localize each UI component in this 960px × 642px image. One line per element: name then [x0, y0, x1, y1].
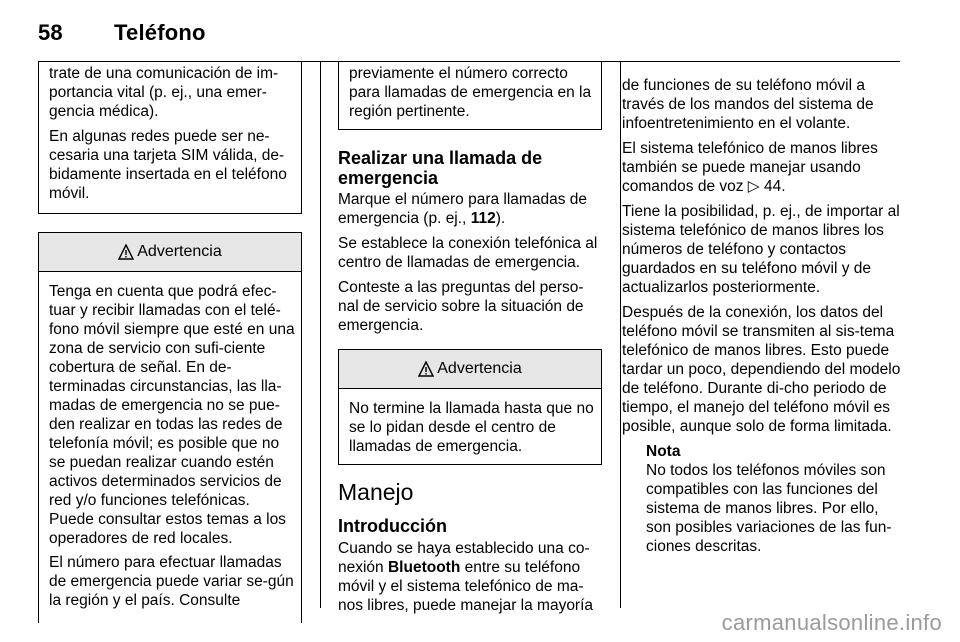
paragraph: En algunas redes puede ser ne-cesaria una tarjeta SIM válida, de-bidamente insertada en el teléfono móvil. — [49, 128, 287, 202]
warning-icon — [418, 361, 434, 377]
paragraph: Se establece la conexión telefónica al centro de llamadas de emergencia. — [338, 235, 598, 271]
column-3 — [622, 76, 902, 562]
page-header — [38, 20, 206, 46]
page-reference[interactable]: 44. — [764, 178, 786, 195]
continued-box — [338, 62, 602, 130]
column-divider — [320, 62, 321, 608]
note-block — [622, 442, 902, 556]
section-heading: Realizar una llamada de emergencia — [338, 148, 543, 188]
note-title: Nota — [646, 443, 681, 460]
paragraph: El sistema telefónico de manos libres también se puede manejar usando comandos de voz ▷ 44. — [622, 140, 878, 195]
warning-icon — [118, 244, 134, 260]
column-1 — [38, 65, 302, 623]
warning-title: Advertencia — [437, 360, 522, 377]
page-title: Teléfono — [114, 20, 206, 45]
paragraph: trate de una comunicación de im-portancia vital (p. ej., una emer-gencia médica). — [49, 65, 279, 120]
warning-body — [39, 272, 301, 623]
note-text: No todos los teléfonos móviles son compatibles con las funciones del sistema de manos libres. Por ello, son posibles variaciones de las fun-ciones descritas. — [646, 462, 892, 555]
paragraph: Tenga en cuenta que podrá efec-tuar y recibir llamadas con el telé-fono móvil siempre que esté en una zona de servicio con sufi-ciente cobertura de señal. En de-terminadas circunstancias, las lla-madas de emergencia no se pue-den realizar en todas las redes de telefonía móvil; es posible que no se puedan realizar cuando estén activos determinados servicios de red y/o funciones telefónicas. Puede consultar estos temas a los operadores de red locales. — [49, 283, 295, 547]
subsection-heading: Introducción — [338, 516, 447, 536]
column-divider — [620, 62, 621, 608]
paragraph: de funciones de su teléfono móvil a través de los mandos del sistema de infoentretenimiento en el volante. — [622, 77, 874, 132]
paragraph: Marque el número para llamadas de emergencia (p. ej., 112). — [338, 191, 587, 227]
warning-box — [338, 349, 602, 465]
warning-title: Advertencia — [137, 243, 222, 260]
page-ref-icon: ▷ — [747, 178, 760, 195]
paragraph: Después de la conexión, los datos del teléfono móvil se transmiten al sis-tema telefónico de manos libres. Esto puede tardar un poco, dependiendo del modelo de teléfono. Durante di-cho periodo de tiempo, el manejo del teléfono móvil es posible, aunque solo de forma limitada. — [622, 304, 901, 435]
bluetooth-term: Bluetooth — [387, 559, 461, 576]
paragraph: previamente el número correcto para llamadas de emergencia en la región pertinente. — [349, 65, 592, 120]
paragraph: No termine la llamada hasta que no se lo pidan desde el centro de llamadas de emergencia. — [349, 400, 594, 455]
warning-header — [39, 233, 301, 272]
chapter-heading: Manejo — [338, 479, 414, 505]
column-2 — [338, 65, 602, 621]
warning-box — [38, 232, 302, 623]
paragraph: Tiene la posibilidad, p. ej., de importar al sistema telefónico de manos libres los números de teléfono y contactos guardados en su teléfono móvil y de actualizarlos posteriormente. — [622, 203, 900, 296]
warning-body — [339, 389, 601, 464]
watermark: carmanualsonline.info — [721, 610, 942, 635]
continued-box — [38, 62, 302, 214]
emergency-number: 112 — [470, 210, 496, 227]
page-number: 58 — [38, 20, 63, 45]
paragraph: Conteste a las preguntas del perso-nal de servicio sobre la situación de emergencia. — [338, 279, 584, 334]
paragraph: El número para efectuar llamadas de emergencia puede variar se-gún la región y el país. Consulte — [49, 554, 294, 609]
paragraph: Cuando se haya establecido una co-nexión Bluetooth entre su teléfono móvil y el sistema telefónico de ma-nos libres, puede manejar la mayoría — [338, 540, 594, 614]
warning-header — [339, 350, 601, 389]
